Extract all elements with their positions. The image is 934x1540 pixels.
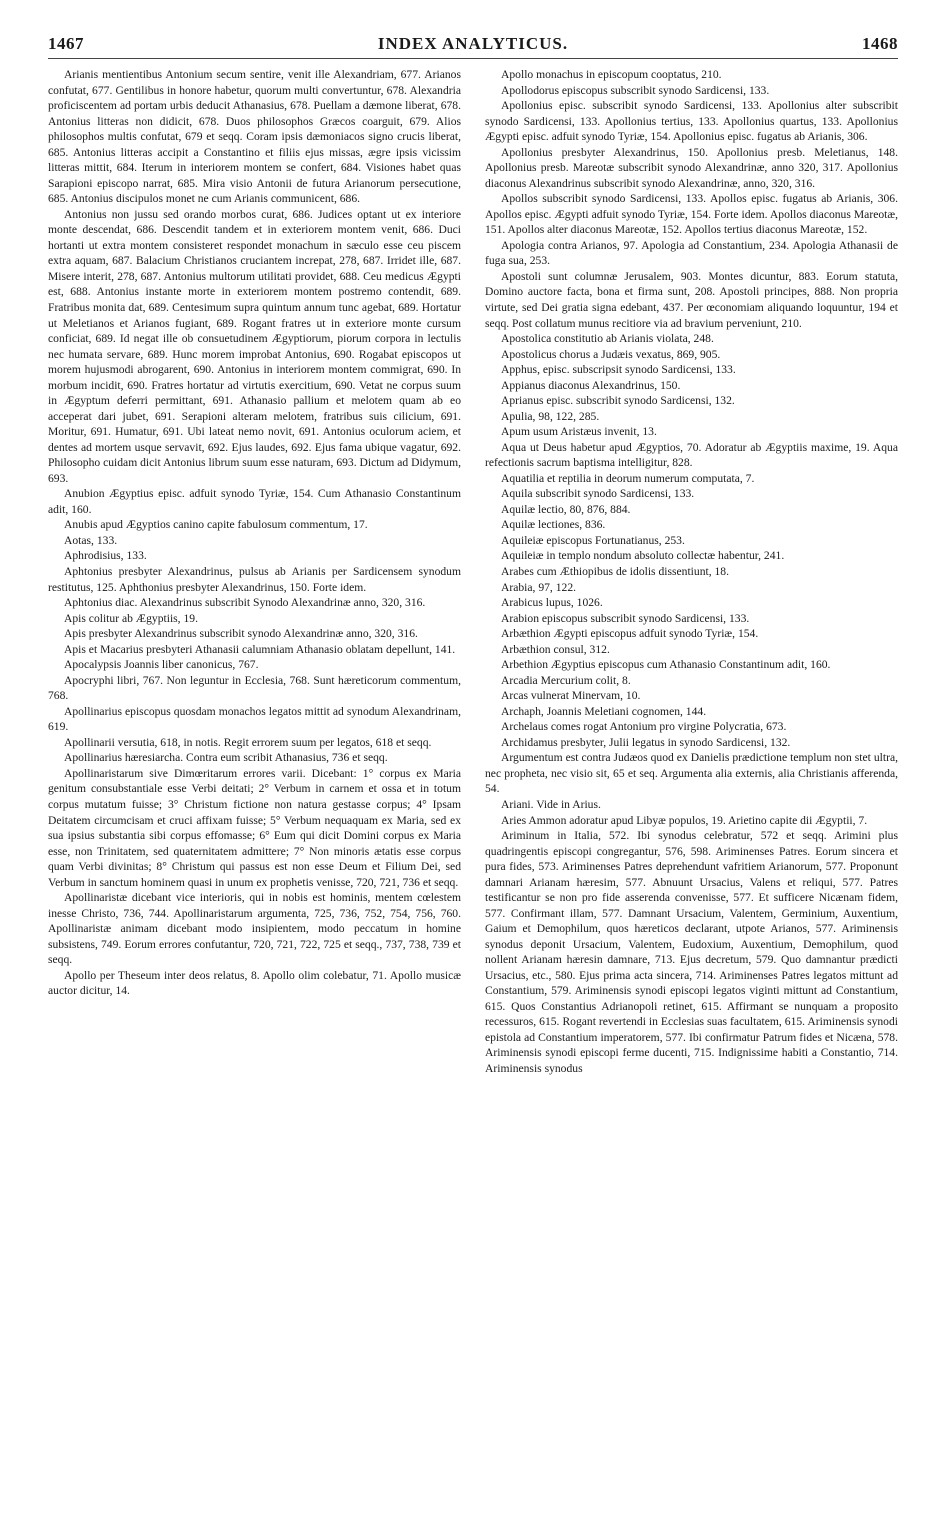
index-entry: Apulia, 98, 122, 285. [501,409,600,423]
left-column [48,67,461,1522]
index-entry: Apis et Macarius presbyteri Athanasii calumniam Athanasio oblatam depellunt, 141. [64,642,456,656]
index-entry: Apollinarius hæresiarcha. Contra eum scribit Athanasius, 736 et seqq. [64,751,388,765]
index-entry: Apologia contra Arianos, 97. Apologia ad Constantium, 234. Apologia Athanasii de fuga sua, 253. [485,238,898,268]
index-entry: Aquila subscribit synodo Sardicensi, 133. [501,487,695,501]
index-entry: Apollinarius episcopus quosdam monachos legatos mittit ad synodum Alexandrinam, 619. [48,704,461,734]
index-entry: Apollo monachus in episcopum cooptatus, 210. [501,68,722,81]
index-entry: Apocryphi libri, 767. Non leguntur in Ecclesia, 768. Sunt hæreticorum commentum, 768. [48,673,461,703]
index-entry: Apollinarii versutia, 618, in notis. Regit errorem suum per legatos, 618 et seqq. [64,735,432,749]
index-entry: Aphtonius diac. Alexandrinus subscribit Synodo Alexandrinæ anno, 320, 316. [64,596,426,610]
index-entry: Apocalypsis Joannis liber canonicus, 767. [64,658,259,672]
index-entry: Arcadia Mercurium colit, 8. [501,673,631,687]
index-entry: Aqua ut Deus habetur apud Ægyptios, 70. Adoratur ab Ægyptiis maxime, 19. Aqua refectionis sacrum baptisma intelligitur, 828. [485,440,898,470]
index-entry: Archaph, Joannis Meletiani cognomen, 144. [501,704,707,718]
index-entry: Apphus, episc. subscripsit synodo Sardicensi, 133. [501,363,736,377]
text-columns [48,67,898,1522]
index-entry: Aprianus episc. subscribit synodo Sardicensi, 132. [501,394,735,408]
page-number-right: 1468 [861,34,898,53]
index-entry: Apollinaristarum sive Dimœritarum errores varii. Dicebant: 1° corpus ex Maria genitum consubstantiale esse Verbi deitati; 2° Verbum in carnem et ossa et in totum corpus mutatum fuisse; 3° Christum fictione non natura gestasse corpus; 4° Ipsam Deitatem circumcisam et cruci affixam fuisse; 5° Verbum nequaquam ex Maria, sed ex sua ipsius substantia sibi corpus effomasse; 6° Eum qui dicit Domini corpus ex Maria esse, non Trinitatem, sed quaternitatem admittere; 7° Non minoris ætatis esse corpus quam Verbi divinitas; 8° Christum qui passus est non esse Deum et Filium Dei, sed Verbum in sanctum hominem quasi in unum ex prophetis venisse, 720, 721, 736 et seqq. [48,766,461,889]
index-entry: Arbethion Ægyptius episcopus cum Athanasio Constantinum adit, 160. [501,658,831,672]
index-entry: Apis colitur ab Ægyptiis, 19. [64,611,198,625]
index-entry: Aquatilia et reptilia in deorum numerum computata, 7. [501,471,755,485]
index-entry: Anubis apud Ægyptios canino capite fabulosum commentum, 17. [64,518,368,532]
index-entry: Arbæthion consul, 312. [501,642,610,656]
index-entry: Arbæthion Ægypti episcopus adfuit synodo Tyriæ, 154. [501,627,759,641]
index-entry: Ariminum in Italia, 572. Ibi synodus celebratur, 572 et seqq. Arimini plus quadringentis episcopi congregantur, 576, 598. Ariminenses Patres. Eorum sincera et pura fides, 573. Ariminenses Patres deprehendunt vafritiem Arianorum, 577. Proponunt damnari Arianam hæresim, 577. Abnuunt Ursacius, Valens et reliqui, 577. Patres testificantur se non pro fide asserenda convenisse, 577. Et sufficere Nicænam fidem, 577. Confirmant illam, 577. Damnant Ursacium, Valentem, Germinium, Auxentium, Gaium et Demophilum, quos hæreticos declarant, utpote Arianos, 577. Ariminensis synodus deponit Ursacium, Valentem, Eudoxium, Auxentium, Demophilum, quod nollent Arianam hæresin damnare, 713. Ejus decretum, 579. Quo damnantur prædicti Ursacius, etc., 580. Ejus prima acta sincera, 714. Ariminenses Patres legatos mittunt ad Constantium, 579. Ariminensis synodi episcopi legatos viginti mittunt ad Constantium, 615. Quos Constantius Adrianopoli retinet, 615. Affirmant se nunquam a proposito recessuros, 615. Rogant revertendi in Ecclesias suas facultatem, 615. Ariminensis synodi epistola ad Constantium imperatorem, 577. Ibi confirmatur Patrum fides et Nicæna, 578. Ariminensis synodi episcopi ferme ducenti, 715. Indignissime habiti a Constantio, 714. Ariminensis synodus [485,829,898,1075]
index-entry: Apollodorus episcopus subscribit synodo Sardicensi, 133. [501,83,770,97]
index-entry: Archidamus presbyter, Julii legatus in synodo Sardicensi, 132. [501,735,791,749]
index-entry: Archelaus comes rogat Antonium pro virgine Polycratia, 673. [501,720,787,734]
index-entry: Apostolicus chorus a Judæis vexatus, 869, 905. [501,347,721,361]
index-entry: Apollonius episc. subscribit synodo Sardicensi, 133. Apollonius alter subscribit synodo Sardicensi, 133. Apollonius tertius, 133. Apollonius quartus, 133. Apollonius Ægypti episc. adfuit synodo Tyriæ, 154. Apollonius episc. fugatus ab Arianis, 306. [485,99,898,144]
index-entry: Apollonius presbyter Alexandrinus, 150. Apollonius presb. Meletianus, 148. Apollonius presb. Mareotæ subscribit synodo Alexandrinæ, anno 320, 317. Apollonius diaconus Alexandrinus subscribit synodo Alexandrinæ, anno, 320, 316. [485,145,898,190]
index-entry: Aphrodisius, 133. [64,549,147,563]
index-entry: Aotas, 133. [64,533,118,547]
index-entry: Arabicus lupus, 1026. [501,596,603,610]
index-entry: Arabia, 97, 122. [501,580,577,594]
index-entry: Apis presbyter Alexandrinus subscribit synodo Alexandrinæ anno, 320, 316. [64,627,418,641]
index-entry: Aquileiæ in templo nondum absoluto collectæ habentur, 241. [501,549,785,563]
index-entry: Aquilæ lectio, 80, 876, 884. [501,502,631,516]
running-header [48,34,898,59]
index-entry: Arabion episcopus subscribit synodo Sardicensi, 133. [501,611,750,625]
index-entry: Apollinaristæ dicebant vice interioris, qui in nobis est hominis, mentem cœlestem inesse Christo, 736, 744. Apollinaristarum argumenta, 725, 736, 752, 754, 756, 760. Apollinaristæ animam dicebant modo insipientem, modo peccatum in homine subsistens, 749. Eorum errores confutantur, 720, 721, 722, 725 et seqq., 737, 738, 739 et seqq. [48,891,461,967]
index-entry: Arabes cum Æthiopibus de idolis dissentiunt, 18. [501,565,729,578]
page-number-left: 1467 [48,34,84,53]
index-entry: Ariani. Vide in Arius. [501,797,601,811]
index-entry: Apostolica constitutio ab Arianis violata, 248. [501,332,714,346]
index-entry: Apum usum Aristæus invenit, 13. [501,425,657,439]
index-entry: Appianus diaconus Alexandrinus, 150. [501,378,681,392]
index-entry: Argumentum est contra Judæos quod ex Danielis prædictione templum non stet ultra, nec propheta, nec visio sit, 65 et seq. Argumenta alia externis, alia Christianis afferenda, 54. [485,751,898,796]
index-entry: Apollo per Theseum inter deos relatus, 8. Apollo olim colebatur, 71. Apollo musicæ auctor dicitur, 14. [48,968,461,998]
index-entry: Arcas vulnerat Minervam, 10. [501,689,641,703]
right-column [485,67,898,1522]
index-entry: Aphtonius presbyter Alexandrinus, pulsus ab Arianis per Sardicensem synodum restitutus, 125. Aphthonius presbyter Alexandrinus, 150. Forte idem. [48,565,461,594]
index-entry: Arianis mentientibus Antonium secum sentire, venit ille Alexandriam, 677. Arianos confutat, 677. Gentilibus in honore habetur, quorum multi convertuntur, 678. Alexandria proficiscentem ad portam urbis deducit Athanasius, 678. Puellam a dæmone liberat, 678. Antonius litteras non didicit, 678. Duos philosophos Græcos coarguit, 679. Alios philosophos multis confutat, 679 et seqq. Coram ipsis dæmoniacos signo crucis liberat, 685. Antonius litteras accipit a Constantino et filiis ejus missas, ægre ipsis vicissim litteras mittit, 684. Iterum in interiorem montem se confert, 684. Visiones habet quas Sarapioni episcopo narrat, 685. Mira visio Antonii de futura Arianorum persecutione, 685. Antonius discipulos monet ne cum Arianis communicent, 686. [48,68,461,206]
index-entry: Apostoli sunt columnæ Jerusalem, 903. Montes dicuntur, 883. Eorum statuta, Domino auctore facta, bona et firma sunt, 208. Apostoli principes, 888. Non propria virtute, sed Dei gratia signa edebant, 437. Per œconomiam aliquando loquuntur, 194 et seqq. Post collatum munus recitiore via ad bravium perveniunt, 210. [485,269,898,330]
page-title: INDEX ANALYTICUS. [377,34,569,53]
index-entry: Aquileiæ episcopus Fortunatianus, 253. [501,533,685,547]
index-entry: Anubion Ægyptius episc. adfuit synodo Tyriæ, 154. Cum Athanasio Constantinum adit, 160. [48,487,461,516]
index-entry: Aries Ammon adoratur apud Libyæ populos, 19. Arietino capite dii Ægyptii, 7. [501,813,868,827]
index-entry: Aquilæ lectiones, 836. [501,518,606,532]
index-entry: Antonius non jussu sed orando morbos curat, 686. Judices optant ut ex interiore monte descendat, 686. Descendit tandem et in exteriorem montem venit, 686. Duci hortanti ut extra montem consisteret respondet monachum in sæculo esse ceu piscem extra aquam, 687. Balacium Christianos cruciantem increpat, 278, 687. Irridet ille, 687. Misere interit, 278, 687. Antonius multorum utilitati providet, 688. Ceu medicus Ægypti est, 688. Antonius instante morte in exteriorem montem postremo contendit, 689. Fratribus monita dat, 689. Centesimum supra quintum annum tunc agebat, 689. Hortatur ut Meletianos et Arianos fugiant, 689. Rogant fratres ut in exteriore monte cursum conficiat, 689. Id negat ille ob consuetudinem Ægyptiorum, piorum corpora in lectulis nec humata servare, 689. Hunc morem improbat Antonius, 690. Rogabat episcopos ut morem hujusmodi abrogarent, 690. Antonius in interiorem montem commigrat, 690. In morbum incidit, 690. Fratres hortatur ad virtutis exercitium, 690. Vetat ne corpus suum in Ægyptum deferri permittant, 691. Athanasio pallium et melotem quam ab eo acceperat dari jubet, 691. Serapioni alteram melotem, fratribus suis cilicium, 691. Moritur, 691. Humatur, 691. Ubi lateat nemo novit, 691. Antonius oculorum aciem, et dentes ad mortem usque servavit, 692. Ejus laudes, 692. Ejus fama ubique vagatur, 692. Philosopho cuidam dicit Antonius librum suum esse naturam, 693. Dictum ad Didymum, 693. [48,207,461,485]
index-entry: Apollos subscribit synodo Sardicensi, 133. Apollos episc. fugatus ab Arianis, 306. Apollos episc. Ægypti adfuit synodo Tyriæ, 154. Forte idem. Apollos diaconus Mareotæ, 151. Apollos alter diaconus Mareotæ, 152. Apollos tertius diaconus Mareotæ, 152. [485,192,898,237]
